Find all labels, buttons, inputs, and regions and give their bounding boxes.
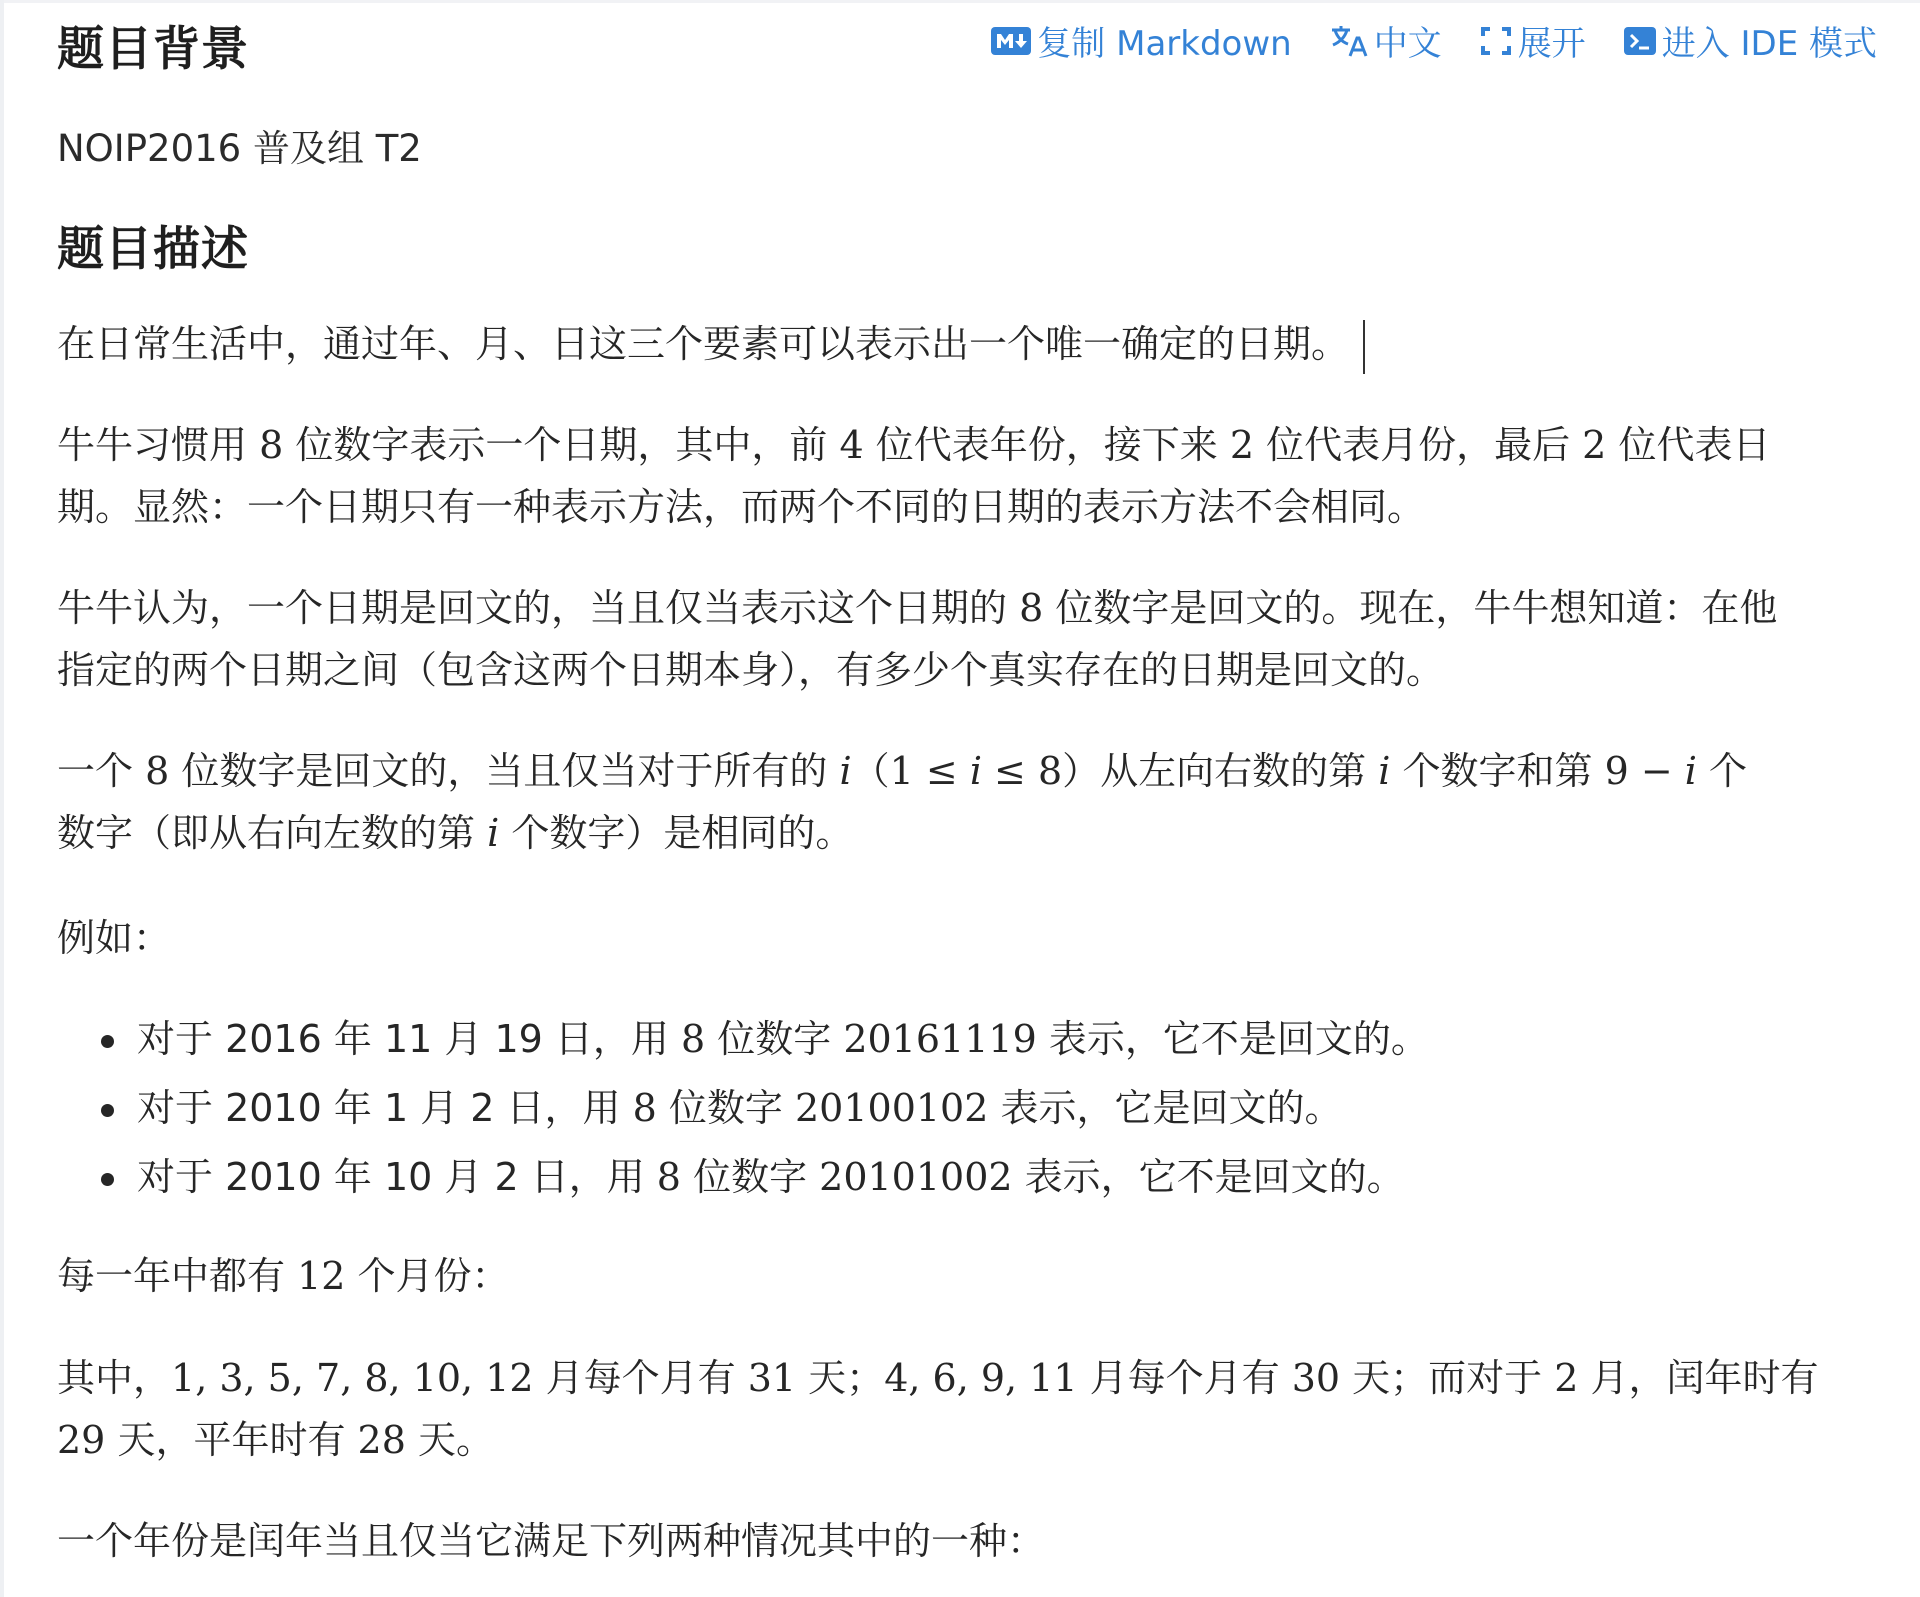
text-span: 个数字）是相同的。: [499, 811, 854, 855]
math-expression: 1, 3, 5, 7, 8, 10, 12: [171, 1356, 534, 1400]
text-span: 指定的两个日期之间（包含这两个日期本身），有多少个真实存在的日期是回文的。: [57, 648, 1445, 692]
expand-button[interactable]: [1480, 16, 1586, 65]
text-span: 月每个月有: [1077, 1356, 1292, 1400]
paragraph-6: [57, 1245, 1872, 1307]
math-number: 12: [297, 1254, 346, 1298]
math-number: 2: [1229, 423, 1254, 467]
text-span: 位数字: [680, 1155, 820, 1199]
language-label: 中文: [1373, 24, 1442, 64]
math-number: 20161119: [843, 1017, 1037, 1061]
math-expression: 1 ≤: [889, 749, 970, 793]
math-number: 8: [259, 423, 284, 467]
math-variable: i: [839, 749, 852, 793]
math-number: 31: [747, 1356, 797, 1400]
text-span: 牛牛习惯用: [57, 423, 260, 467]
math-variable: i: [1684, 749, 1697, 793]
math-number: 8: [632, 1086, 657, 1130]
ide-mode-button[interactable]: [1624, 16, 1877, 65]
text-span: 位数字表示一个日期，其中，前: [283, 423, 840, 467]
math-expression: 9 −: [1604, 749, 1685, 793]
ide-mode-label: 进入 IDE 模式: [1661, 24, 1877, 64]
math-number: 8: [1019, 586, 1044, 630]
bullet-icon: [101, 1035, 114, 1048]
text-span: 位代表年份，接下来: [863, 423, 1230, 467]
math-number: 8: [145, 749, 170, 793]
paragraph-1-text: 在日常生活中，通过年、月、日这三个要素可以表示出一个唯一确定的日期。: [57, 322, 1350, 366]
math-number: 2: [1554, 1356, 1579, 1400]
math-variable: i: [969, 749, 982, 793]
paragraph-7: [57, 1347, 1872, 1471]
text-span: 对于 2010 年 10 月 2 日，用: [137, 1155, 657, 1199]
text-span: 牛牛认为，一个日期是回文的，当且仅当表示这个日期的: [57, 586, 1020, 630]
paragraph-2: [57, 414, 1872, 538]
text-span: 一个: [57, 749, 146, 793]
list-item: [57, 1143, 1429, 1212]
examples-list: [57, 1005, 1429, 1212]
text-span: 位数字: [656, 1086, 795, 1130]
text-span: 表示，它不是回文的。: [1036, 1017, 1429, 1061]
copy-markdown-button[interactable]: [991, 16, 1291, 65]
text-span: 个月份：: [345, 1254, 510, 1298]
terminal-icon: [1624, 27, 1656, 55]
text-span: 天。: [405, 1418, 494, 1462]
expand-icon: [1480, 26, 1512, 56]
math-number: 30: [1291, 1356, 1341, 1400]
math-expression: ≤ 8: [981, 749, 1063, 793]
text-span: 例如：: [57, 916, 172, 960]
paragraph-3: [57, 577, 1872, 701]
bullet-icon: [101, 1104, 114, 1117]
text-span: 每一年中都有: [57, 1254, 298, 1298]
text-span: 期。显然：一个日期只有一种表示方法，而两个不同的日期的表示方法不会相同。: [57, 485, 1426, 529]
math-variable: i: [487, 811, 500, 855]
paragraph-4: [57, 740, 1872, 864]
text-span: 个数字和第: [1390, 749, 1605, 793]
text-span: 表示，它不是回文的。: [1012, 1155, 1405, 1199]
text-span: 月，闰年时有: [1578, 1356, 1819, 1400]
math-number: 28: [357, 1418, 406, 1462]
text-span: 月每个月有: [533, 1356, 748, 1400]
expand-label: 展开: [1517, 24, 1586, 64]
text-span: 天；而对于: [1340, 1356, 1555, 1400]
math-number: 2: [1582, 423, 1607, 467]
text-span: 数字（即从右向左数的第: [57, 811, 488, 855]
text-span: 位数字是回文的，当且仅当对于所有的: [169, 749, 840, 793]
text-span: 表示，它是回文的。: [988, 1086, 1343, 1130]
math-expression: 4, 6, 9, 11: [884, 1356, 1078, 1400]
page-top-edge: [0, 0, 1920, 3]
text-span: 对于 2016 年 11 月 19 日，用: [137, 1017, 681, 1061]
text-span: 其中，: [57, 1356, 172, 1400]
text-span: 位代表月份，最后: [1254, 423, 1583, 467]
text-span: 一个年份是闰年当且仅当它满足下列两种情况其中的一种：: [57, 1519, 1046, 1563]
list-item: [57, 1005, 1429, 1074]
text-span: 位代表日: [1606, 423, 1771, 467]
language-button[interactable]: [1330, 16, 1442, 65]
copy-markdown-label: 复制 Markdown: [1037, 24, 1292, 64]
math-number: 20101002: [819, 1155, 1013, 1199]
math-variable: i: [1378, 749, 1391, 793]
background-heading: 题目背景: [57, 22, 249, 77]
text-span: ）从左向右数的第: [1062, 749, 1379, 793]
math-number: 20100102: [794, 1086, 989, 1130]
paragraph-5: [57, 907, 1872, 969]
math-number: 8: [656, 1155, 681, 1199]
list-item: [57, 1074, 1429, 1143]
paragraph-1: [57, 313, 1872, 375]
translate-icon: [1330, 24, 1368, 58]
paragraph-8: [57, 1510, 1872, 1572]
page-left-edge: [0, 0, 4, 1597]
text-span: 个: [1696, 749, 1748, 793]
description-heading: 题目描述: [57, 222, 249, 277]
problem-toolbar: [991, 16, 1877, 65]
math-number: 29: [57, 1418, 106, 1462]
bullet-icon: [101, 1173, 114, 1186]
text-span: 位数字: [705, 1017, 844, 1061]
math-number: 8: [680, 1017, 706, 1061]
text-span: 天；: [796, 1356, 885, 1400]
math-number: 4: [839, 423, 864, 467]
text-span: 位数字是回文的。现在，牛牛想知道：在他: [1043, 586, 1778, 630]
text-caret: [1363, 320, 1365, 374]
background-text: NOIP2016 普及组 T2: [57, 127, 422, 170]
text-span: 天，平年时有: [105, 1418, 358, 1462]
text-span: 对于 2010 年 1 月 2 日，用: [137, 1086, 633, 1130]
text-span: （: [851, 749, 890, 793]
markdown-icon: [991, 27, 1031, 55]
